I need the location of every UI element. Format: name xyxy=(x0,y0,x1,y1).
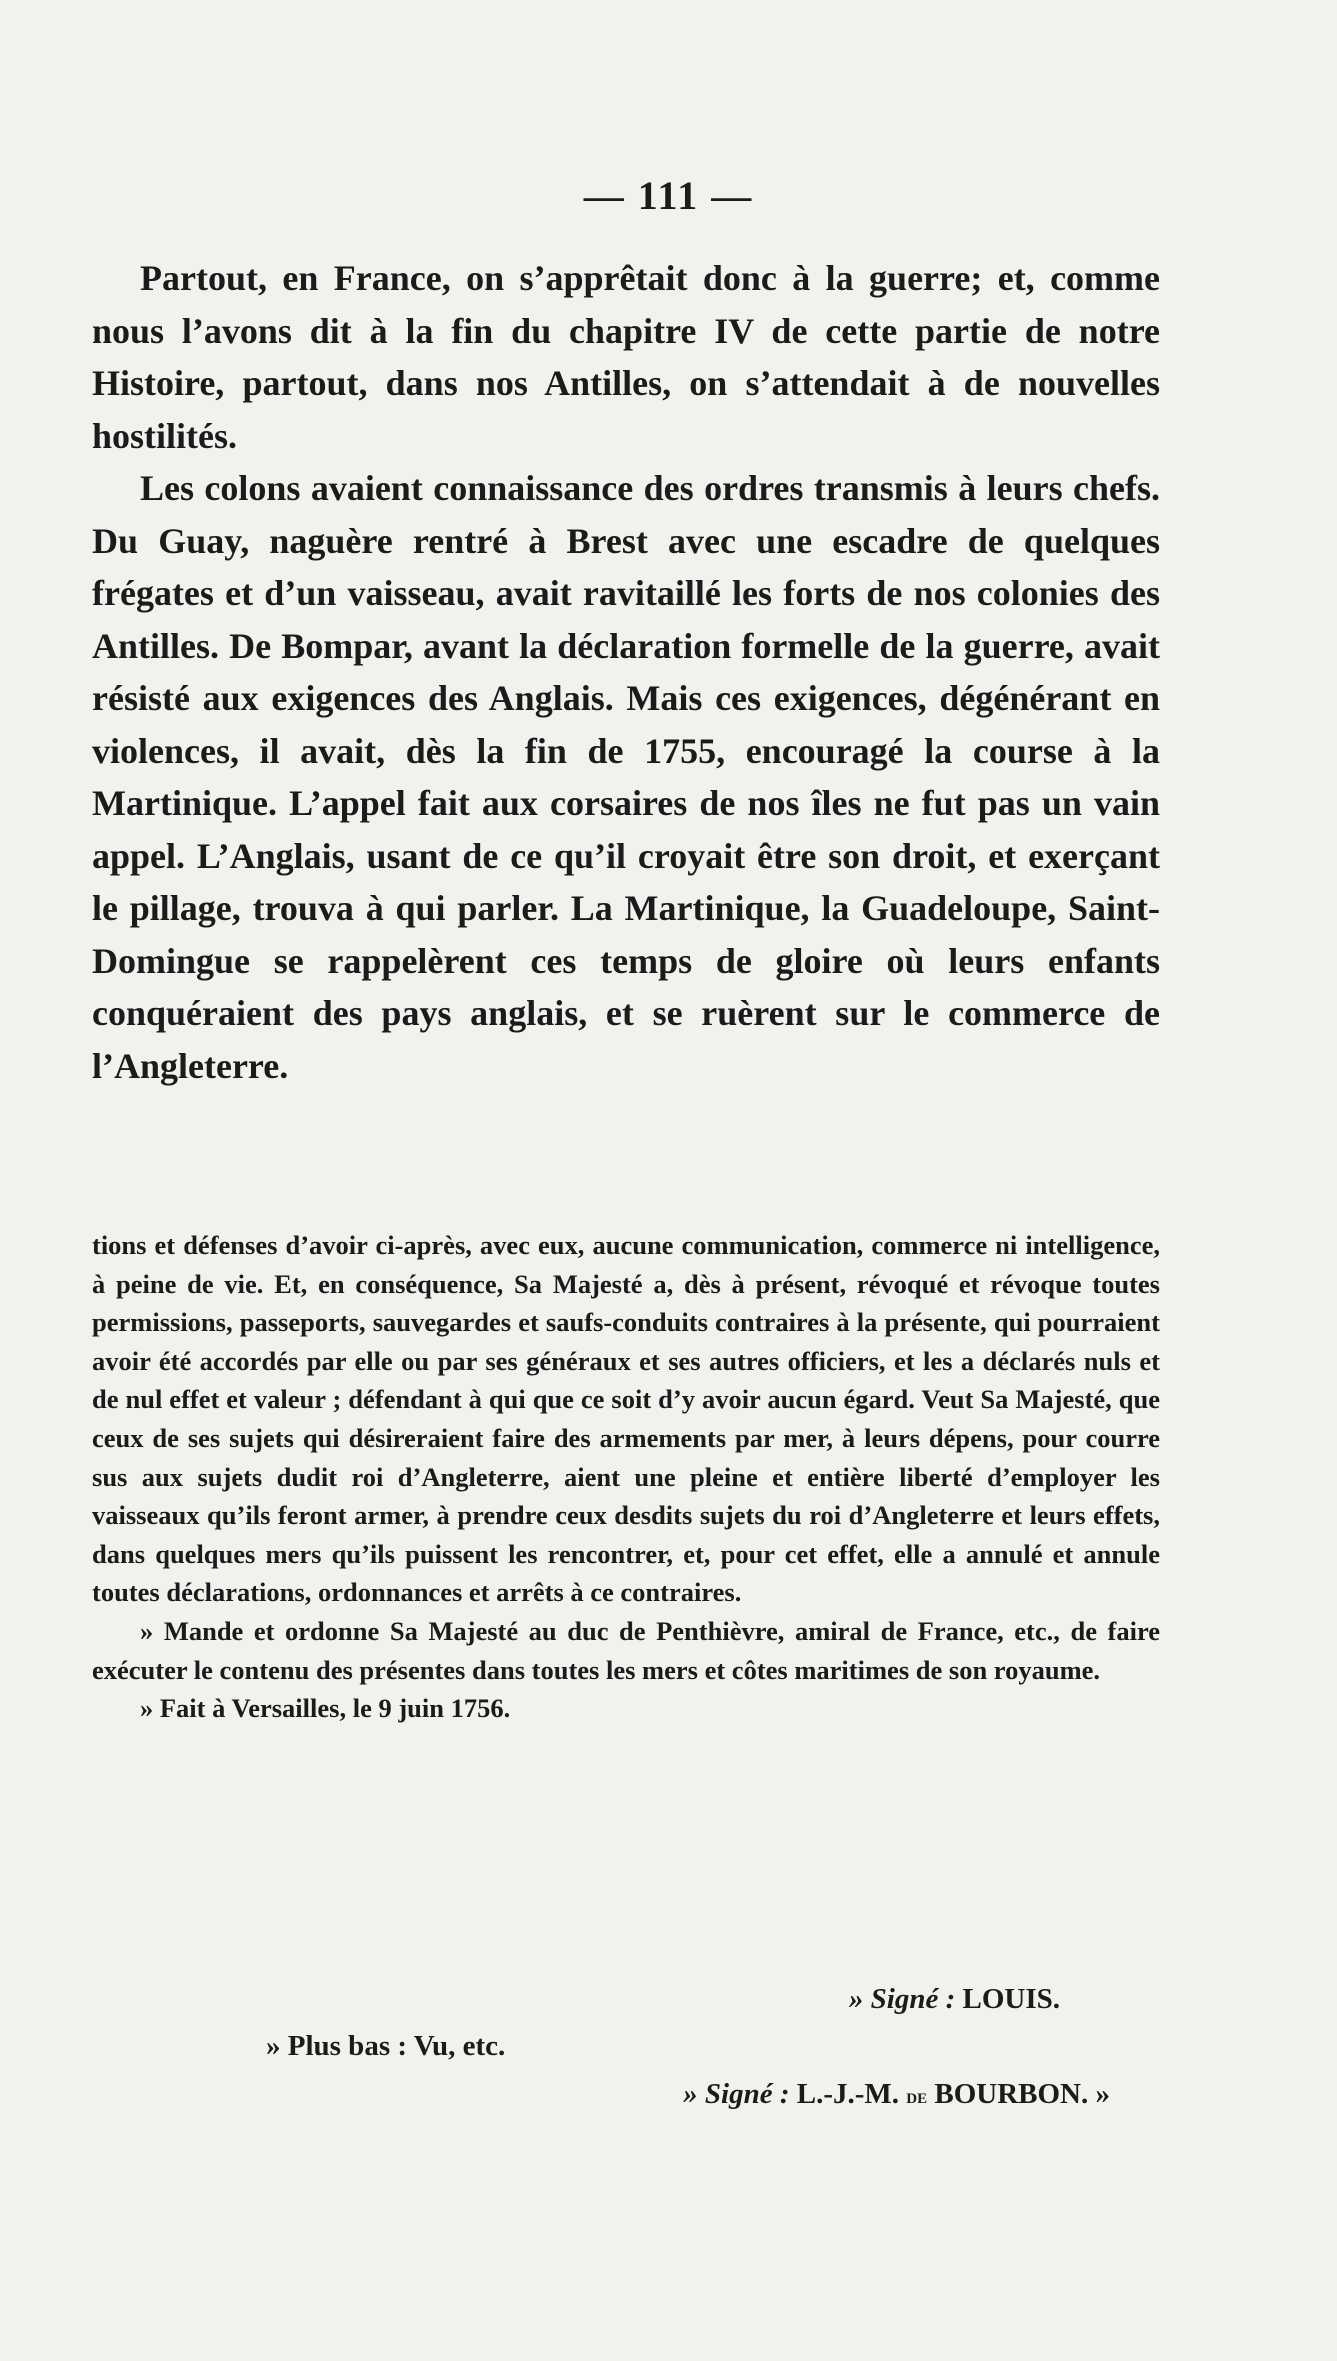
signature-name: BOURBON. » xyxy=(934,2078,1110,2110)
main-text xyxy=(92,252,1160,1092)
page-number: — 111 — xyxy=(583,173,754,218)
signature-louis xyxy=(0,1983,1060,2016)
footnote-paragraph-1: tions et défenses d’avoir ci-après, avec eux, aucune communication, commerce ni intelligence, à peine de vie. Et, en conséquence, Sa Majesté a, dès à présent, révoqué et révoque toutes permissions, passeports, sauvegardes et saufs-conduits contraires à la présente, qui pourraient avoir été accordés par elle ou par ses généraux et ses autres officiers, et les a déclarés nuls et de nul effet et valeur ; défendant à qui que ce soit d’y avoir aucun égard. Veut Sa Majesté, que ceux de ses sujets qui désireraient faire des armements par mer, à leurs dépens, pour courre sus aux sujets dudit roi d’Angleterre, aient une pleine et entière liberté d’employer les vaisseaux qu’ils feront armer, à prendre ceux desdits sujets du roi d’Angleterre et leurs effets, dans quelques mers qu’ils puissent les rencontrer, et, pour cet effet, elle a annulé et annule toutes déclarations, ordonnances et arrêts à ce contraires. xyxy=(92,1230,1160,1608)
plus-bas-line: » Plus bas : Vu, etc. xyxy=(266,2030,506,2062)
footnote-paragraph-2: » Mande et ordonne Sa Majesté au duc de Penthièvre, amiral de France, etc., de faire exécuter le contenu des présentes dans toutes les mers et côtes maritimes de son royaume. xyxy=(92,1615,1160,1685)
signature-prefix: » Signé : xyxy=(848,1983,956,2015)
paragraph-1: Partout, en France, on s’apprêtait donc à la guerre; et, comme nous l’avons dit à la fin du chapitre IV de cette partie de notre Histoire, partout, dans nos Antilles, on s’attendait à de nouvelles hostilités. xyxy=(92,258,1160,456)
footnote-text xyxy=(92,1226,1160,1728)
signature-name: LOUIS. xyxy=(962,1983,1060,2015)
paragraph-2: Les colons avaient connaissance des ordres transmis à leurs chefs. Du Guay, naguère rentré à Brest avec une escadre de quelques frégates et d’un vaisseau, avait ravitaillé les forts de nos colonies des Antilles. De Bompar, avant la déclaration formelle de la guerre, avait résisté aux exigences des Anglais. Mais ces exigences, dégénérant en violences, il avait, dès la fin de 1755, encouragé la course à la Martinique. L’appel fait aux corsaires de nos îles ne fut pas un vain appel. L’Anglais, usant de ce qu’il croyait être son droit, et exerçant le pillage, trouva à qui parler. La Martinique, la Guadeloupe, Saint-Domingue se rappelèrent ces temps de gloire où leurs enfants conquéraient des pays anglais, et se ruèrent sur le commerce de l’Angleterre. xyxy=(92,468,1160,1086)
signature-prefix: » Signé : xyxy=(683,2078,790,2110)
signature-particle: de xyxy=(906,2083,928,2108)
footnote-date-line: » Fait à Versailles, le 9 juin 1756. xyxy=(140,1693,511,1724)
signature-bourbon xyxy=(0,2078,1110,2111)
signature-initials: L.-J.-M. xyxy=(796,2078,900,2110)
